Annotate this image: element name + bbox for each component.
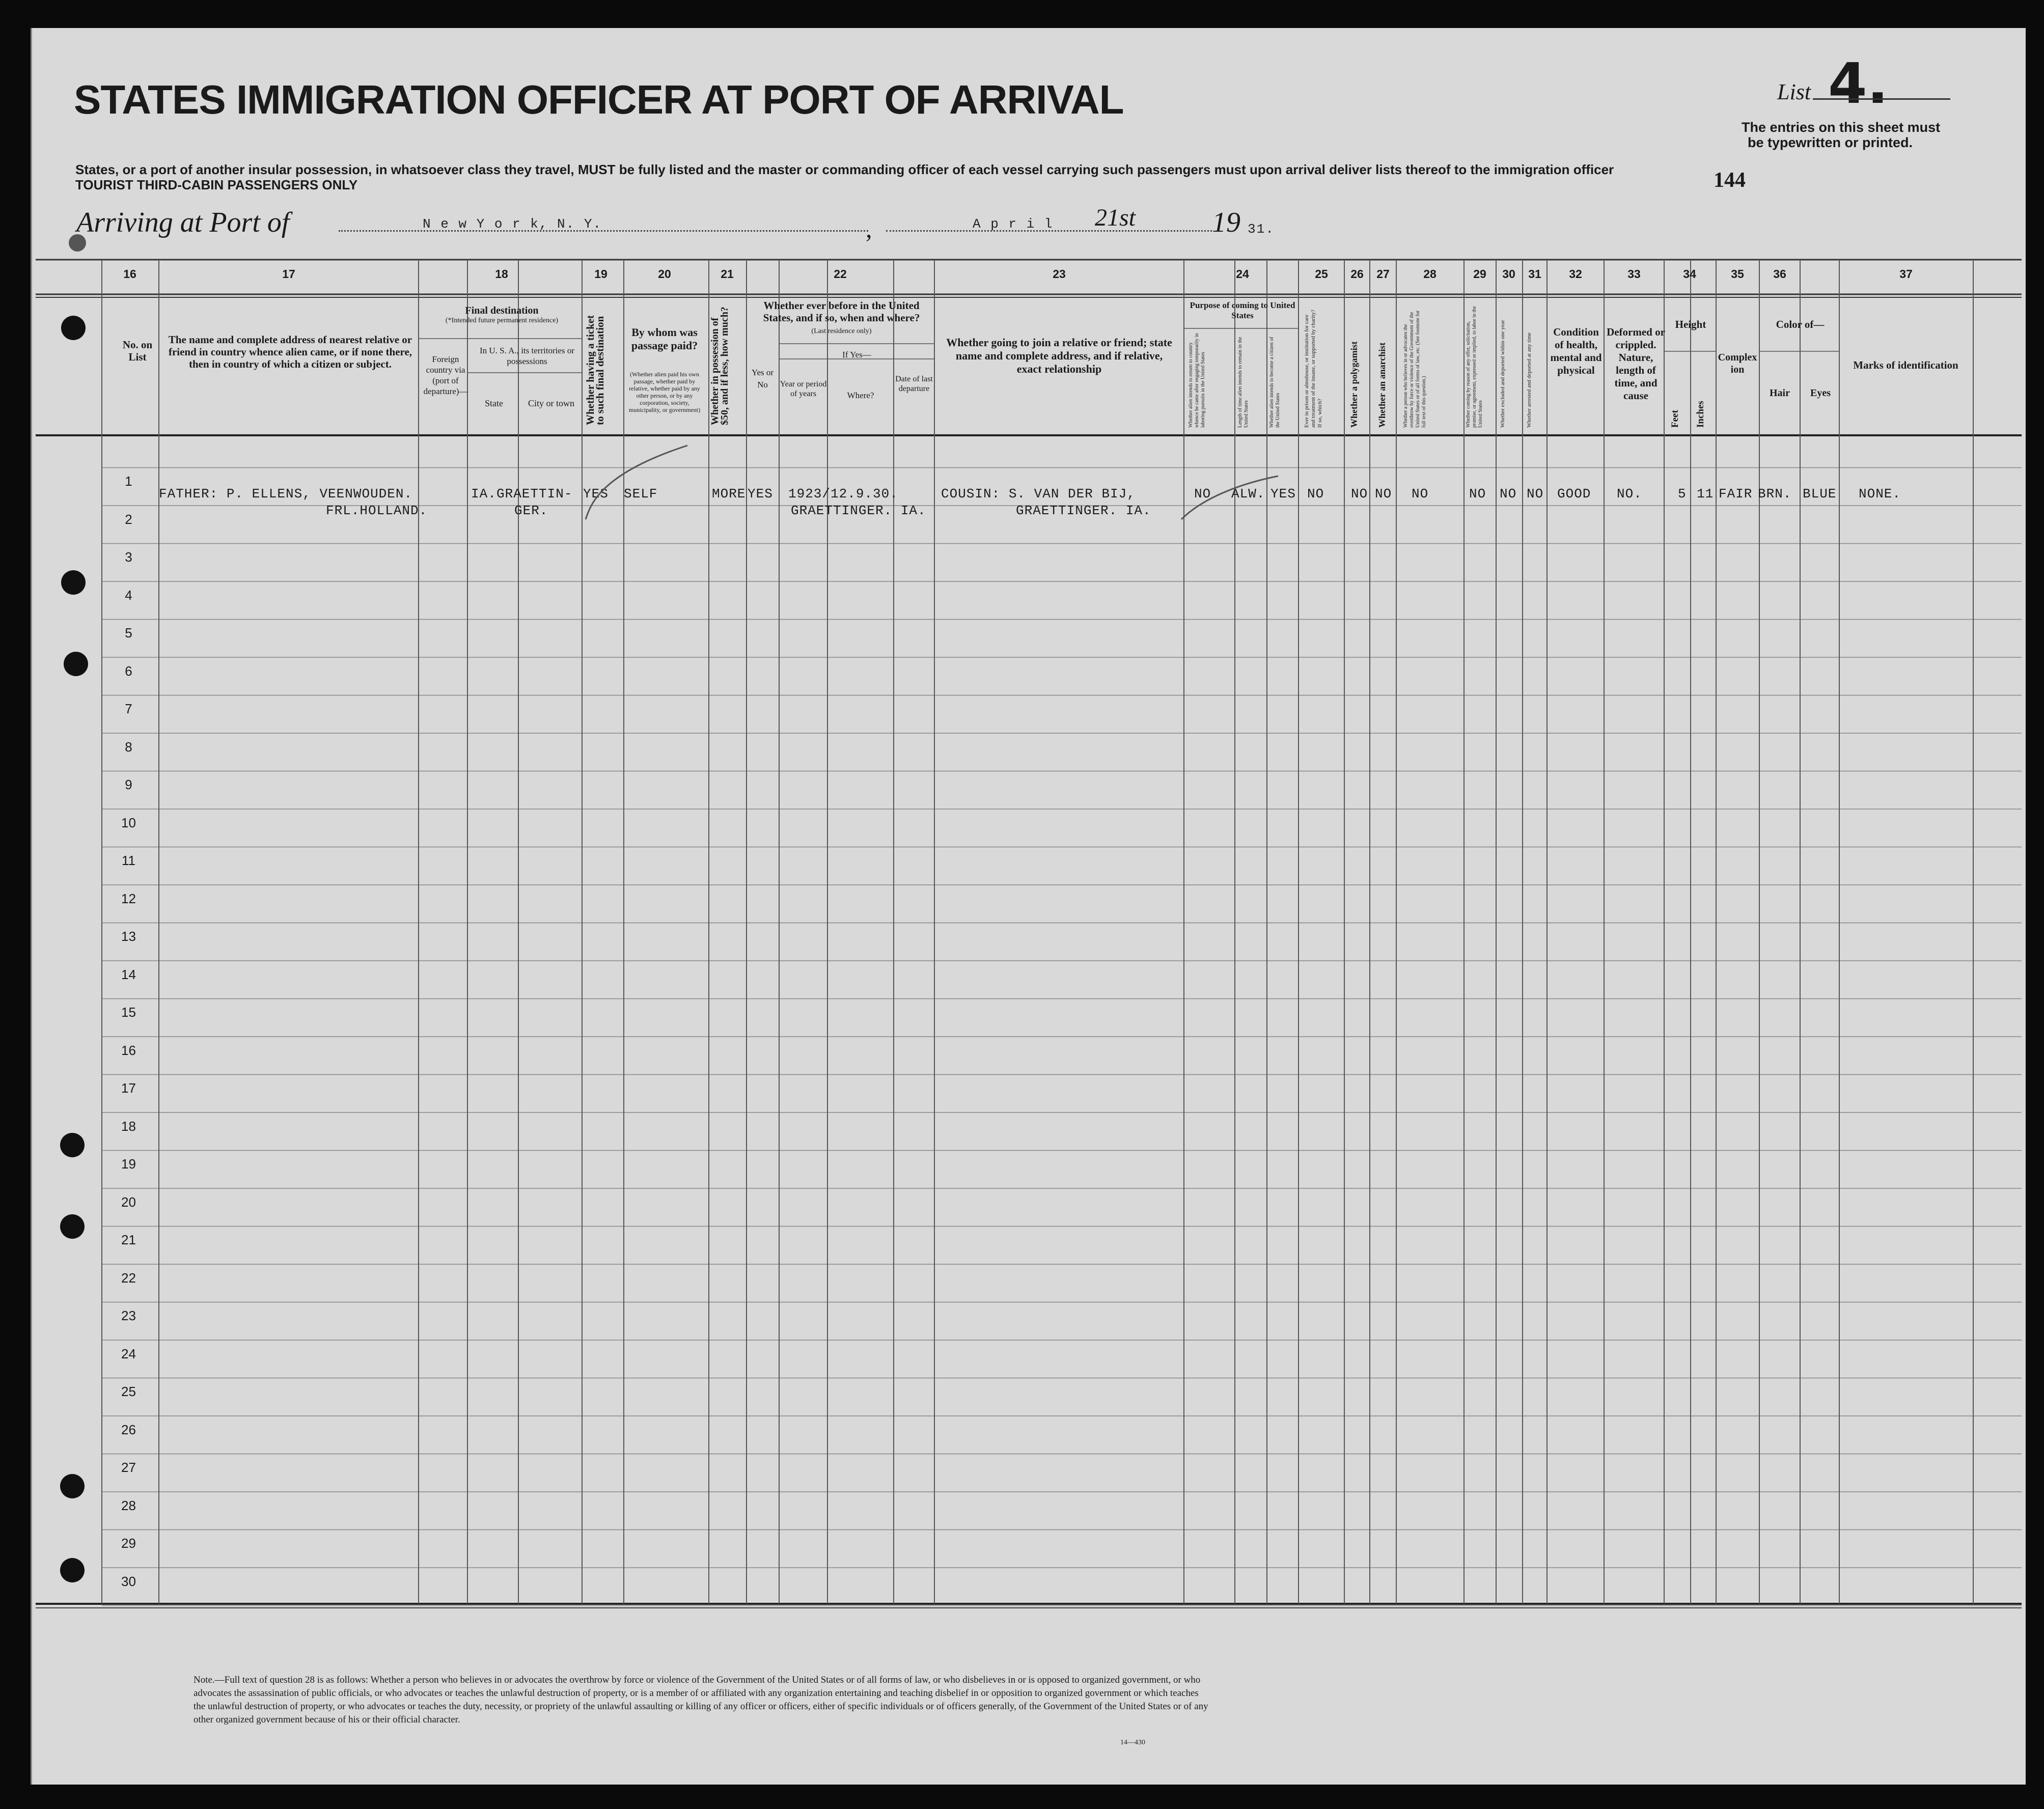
complexion-value: FAIR xyxy=(1719,486,1753,502)
column-number: 32 xyxy=(1569,267,1582,281)
destination-city-line2: GER. xyxy=(514,503,548,518)
row-number: 30 xyxy=(121,1573,136,1589)
header-col36-title: Color of— xyxy=(1776,318,1825,330)
relative-address-line1: FATHER: P. ELLENS, VEENWOUDEN. xyxy=(159,486,413,502)
header-col22-sub: (Last residence only) xyxy=(811,327,872,335)
ticket-value: YES xyxy=(583,486,609,502)
joining-line2: GRAETTINGER. IA. xyxy=(1016,503,1151,518)
marks-value: NONE. xyxy=(1859,486,1901,502)
row-number: 23 xyxy=(121,1308,136,1323)
prison-value: NO xyxy=(1307,486,1324,502)
hair-value: BRN. xyxy=(1758,486,1792,502)
header-col24-title: Purpose of coming to United States xyxy=(1190,300,1295,320)
return-home-value: NO xyxy=(1194,486,1211,502)
row-number: 4 xyxy=(125,587,132,603)
entry-note-line2: be typewritten or printed. xyxy=(1748,135,1913,150)
row-number: 9 xyxy=(125,777,132,792)
column-number: 37 xyxy=(1899,267,1913,281)
header-col34-inches: Inches xyxy=(1695,401,1706,428)
row-number: 7 xyxy=(125,701,132,716)
row-number: 1 xyxy=(125,474,132,489)
column-number: 25 xyxy=(1315,267,1328,281)
destination-state: IA. xyxy=(471,486,496,502)
row-number: 18 xyxy=(121,1118,136,1134)
row-number: 8 xyxy=(125,739,132,755)
header-col34-title: Height xyxy=(1675,318,1706,330)
row-number: 6 xyxy=(125,663,132,679)
years-line1: 1923/12.9.30. xyxy=(788,486,898,502)
header-col24-c: Whether alien intends to become a citizen of the United States xyxy=(1269,337,1281,428)
paid-by-value: SELF xyxy=(624,486,658,502)
row-number: 19 xyxy=(121,1156,136,1172)
column-number: 29 xyxy=(1473,267,1486,281)
column-number: 21 xyxy=(721,267,734,281)
header-col20-title: By whom was passage paid? xyxy=(631,326,698,352)
polygamist-value: NO xyxy=(1351,486,1368,502)
row-number: 21 xyxy=(121,1232,136,1247)
destination-city-line1: GRAETTIN- xyxy=(496,486,573,502)
column-number: 36 xyxy=(1773,267,1786,281)
header-col18-state: State xyxy=(485,398,503,408)
column-number: 27 xyxy=(1376,267,1390,281)
eyes-value: BLUE xyxy=(1803,486,1837,502)
header-col18-usa: In U. S. A., its territories or possessions xyxy=(479,346,575,366)
joining-line1: COUSIN: S. VAN DER BIJ, xyxy=(941,486,1136,502)
overthrow-value: NO xyxy=(1412,486,1429,502)
header-col27: Whether an anarchist xyxy=(1377,342,1387,428)
footnote: Note.—Full text of question 28 is as follows: Whether a person who believes in or advocates the overthrow by force or violence of the Government of the United States or of all forms of law, or who disbelieves in or is opposed to organized government, or who advocates the assassination of public officials, or who advocates or teaches the unlawful destruction of property, or is a member of or affiliated with any organization entertaining and teaching disbelief in or opposition to organized government or which teaches the unlawful destruction of property, or who advocates or teaches the duty, necessity, or propriety of the unlawful assaulting or killing of any officer or officers, either of specific individuals or of officers generally, of the Government of the United States or of any other organized government because of his or their official character. xyxy=(194,1675,1208,1725)
header-col36-hair: Hair xyxy=(1770,387,1790,399)
comma: , xyxy=(866,214,872,243)
header-col18-foreign: Foreign country via (port of departure)— xyxy=(423,354,468,396)
row-number: 13 xyxy=(121,929,136,944)
relative-address-line2: FRL.HOLLAND. xyxy=(326,503,428,518)
years-line2: GRAETTINGER. IA. xyxy=(791,503,926,518)
row-number: 27 xyxy=(121,1460,136,1475)
year-prefix: 19 xyxy=(1212,207,1240,238)
header-col32: Condition of health, mental and physical xyxy=(1550,326,1602,376)
column-number: 31 xyxy=(1528,267,1541,281)
height-inches-value: 11 xyxy=(1697,486,1714,502)
header-no-on-list: No. on List xyxy=(122,339,153,363)
header-col21: Whether in possession of $50, and if less, how much? xyxy=(709,307,730,425)
row-number: 25 xyxy=(121,1384,136,1399)
column-number: 33 xyxy=(1627,267,1641,281)
column-number: 16 xyxy=(123,267,136,281)
header-col22-title: Whether ever before in the United States, and if so, when and where? xyxy=(763,299,920,324)
deformed-value: NO. xyxy=(1617,486,1642,502)
row-number: 2 xyxy=(125,511,132,527)
row-number: 5 xyxy=(125,625,132,641)
arrested-value: NO xyxy=(1527,486,1544,502)
date-day: 21st xyxy=(1095,204,1136,231)
class-line: TOURIST THIRD-CABIN PASSENGERS ONLY xyxy=(75,177,358,192)
header-col22-year: Year or period of years xyxy=(780,380,827,398)
header-col18-sub: (*Intended future permanent residence) xyxy=(445,317,559,324)
health-value: GOOD xyxy=(1557,486,1591,502)
row-number: 22 xyxy=(121,1270,136,1286)
column-number: 34 xyxy=(1683,267,1696,281)
row-number: 26 xyxy=(121,1422,136,1437)
header-col33: Deformed or crippled. Nature, length of time, and cause xyxy=(1607,326,1665,402)
row-number: 28 xyxy=(121,1497,136,1513)
header-col23: Whether going to join a relative or friend; state name and complete address, and if relative, exact relationship xyxy=(946,336,1172,375)
list-label: List xyxy=(1777,79,1811,104)
column-number: 22 xyxy=(834,267,847,281)
header-col22-where: Where? xyxy=(847,391,874,400)
row-number: 12 xyxy=(121,890,136,906)
header-col29: Whether coming by reason of any offer, solicitation, promise, or agreement, expressed or implied, to labor in the United States xyxy=(1466,306,1483,428)
sheet-number: 144 xyxy=(1714,169,1746,192)
offer-value: NO xyxy=(1469,486,1486,502)
page-title: STATES IMMIGRATION OFFICER AT PORT OF ARRIVAL xyxy=(74,77,1124,122)
row-number: 20 xyxy=(121,1194,136,1210)
column-number: 18 xyxy=(495,267,508,281)
header-col24-a: Whether alien intends to return to country whence he came after engaging temporarily in laboring pursuits in the United States xyxy=(1188,333,1206,428)
header-col24-b: Length of time alien intends to remain in the United States xyxy=(1237,337,1249,428)
subtitle: States, or a port of another insular possession, in whatsoever class they travel, MUST be fully listed and the master or commanding officer of each vessel carrying such passengers must upon arrival deliver lists thereof to the immigration officer xyxy=(75,162,1614,177)
header-col18-title: Final destination xyxy=(465,305,539,316)
header-col28: Whether a person who believes in or advocates the overthrow by force or violence of the Government of the United States or of all forms of law, etc. (See footnote for full text of this question.) xyxy=(1403,310,1427,428)
header-col22-ifyes: If Yes— xyxy=(842,350,871,359)
column-number: 30 xyxy=(1502,267,1515,281)
money-value: MORE xyxy=(712,486,746,502)
header-col37: Marks of identification xyxy=(1853,359,1958,371)
header-col22-date: Date of last departure xyxy=(895,375,933,393)
form-code: 14—430 xyxy=(1120,1739,1145,1746)
arriving-label: Arriving at Port of xyxy=(76,207,290,238)
length-of-stay-value: ALW. xyxy=(1231,486,1265,502)
row-number: 10 xyxy=(121,815,136,830)
header-col25: Ever in prison or almshouse, or institution for care and treatment of the insane, or supported by charity? If so, which? xyxy=(1304,310,1323,428)
row-number: 14 xyxy=(121,966,136,982)
check-mark xyxy=(1176,468,1283,524)
year-suffix: 31. xyxy=(1248,221,1275,237)
entry-note-line1: The entries on this sheet must xyxy=(1742,120,1941,135)
list-number: 4. xyxy=(1828,51,1889,116)
column-number: 17 xyxy=(282,267,295,281)
row-number: 16 xyxy=(121,1042,136,1058)
header-col35: Complexion xyxy=(1718,352,1757,375)
column-number: 35 xyxy=(1731,267,1744,281)
header-col18-city: City or town xyxy=(528,398,574,408)
row-number: 3 xyxy=(125,549,132,565)
anarchist-value: NO xyxy=(1375,486,1392,502)
column-number: 19 xyxy=(594,267,607,281)
column-number: 24 xyxy=(1236,267,1249,281)
column-number: 26 xyxy=(1350,267,1364,281)
row-number: 15 xyxy=(121,1005,136,1020)
row-number: 24 xyxy=(121,1346,136,1361)
header-col30: Whether excluded and deported within one year xyxy=(1500,320,1506,428)
row-number: 11 xyxy=(122,853,135,868)
excluded-value: NO xyxy=(1500,486,1517,502)
column-number: 28 xyxy=(1423,267,1437,281)
header-col31: Whether arrested and deported at any time xyxy=(1526,332,1532,428)
check-mark xyxy=(581,443,693,524)
citizen-value: YES xyxy=(1270,486,1296,502)
date-month: A p r i l xyxy=(973,216,1054,232)
row-number: 17 xyxy=(121,1080,136,1096)
row-number: 29 xyxy=(121,1536,136,1551)
header-col17: The name and complete address of nearest relative or friend in country whence alien came, or if none there, then in country of which a citizen or subject. xyxy=(168,333,412,370)
header-col36-eyes: Eyes xyxy=(1810,387,1831,399)
header-col26: Whether a polygamist xyxy=(1349,341,1359,428)
header-col34-feet: Feet xyxy=(1670,410,1680,428)
header-col22-yesno: Yes or No xyxy=(751,368,774,389)
header-col19: Whether having a ticket to such final destination xyxy=(584,315,606,425)
height-feet-value: 5 xyxy=(1678,486,1687,502)
before-in-us-value: YES xyxy=(748,486,773,502)
port-value: N e w Y o r k, N. Y. xyxy=(423,216,602,232)
column-number: 20 xyxy=(658,267,671,281)
header-col20-sub: (Whether alien paid his own passage, whether paid by relative, whether paid by any other person, or by any corporation, society, municipality, or government) xyxy=(628,371,701,413)
column-number: 23 xyxy=(1053,267,1066,281)
